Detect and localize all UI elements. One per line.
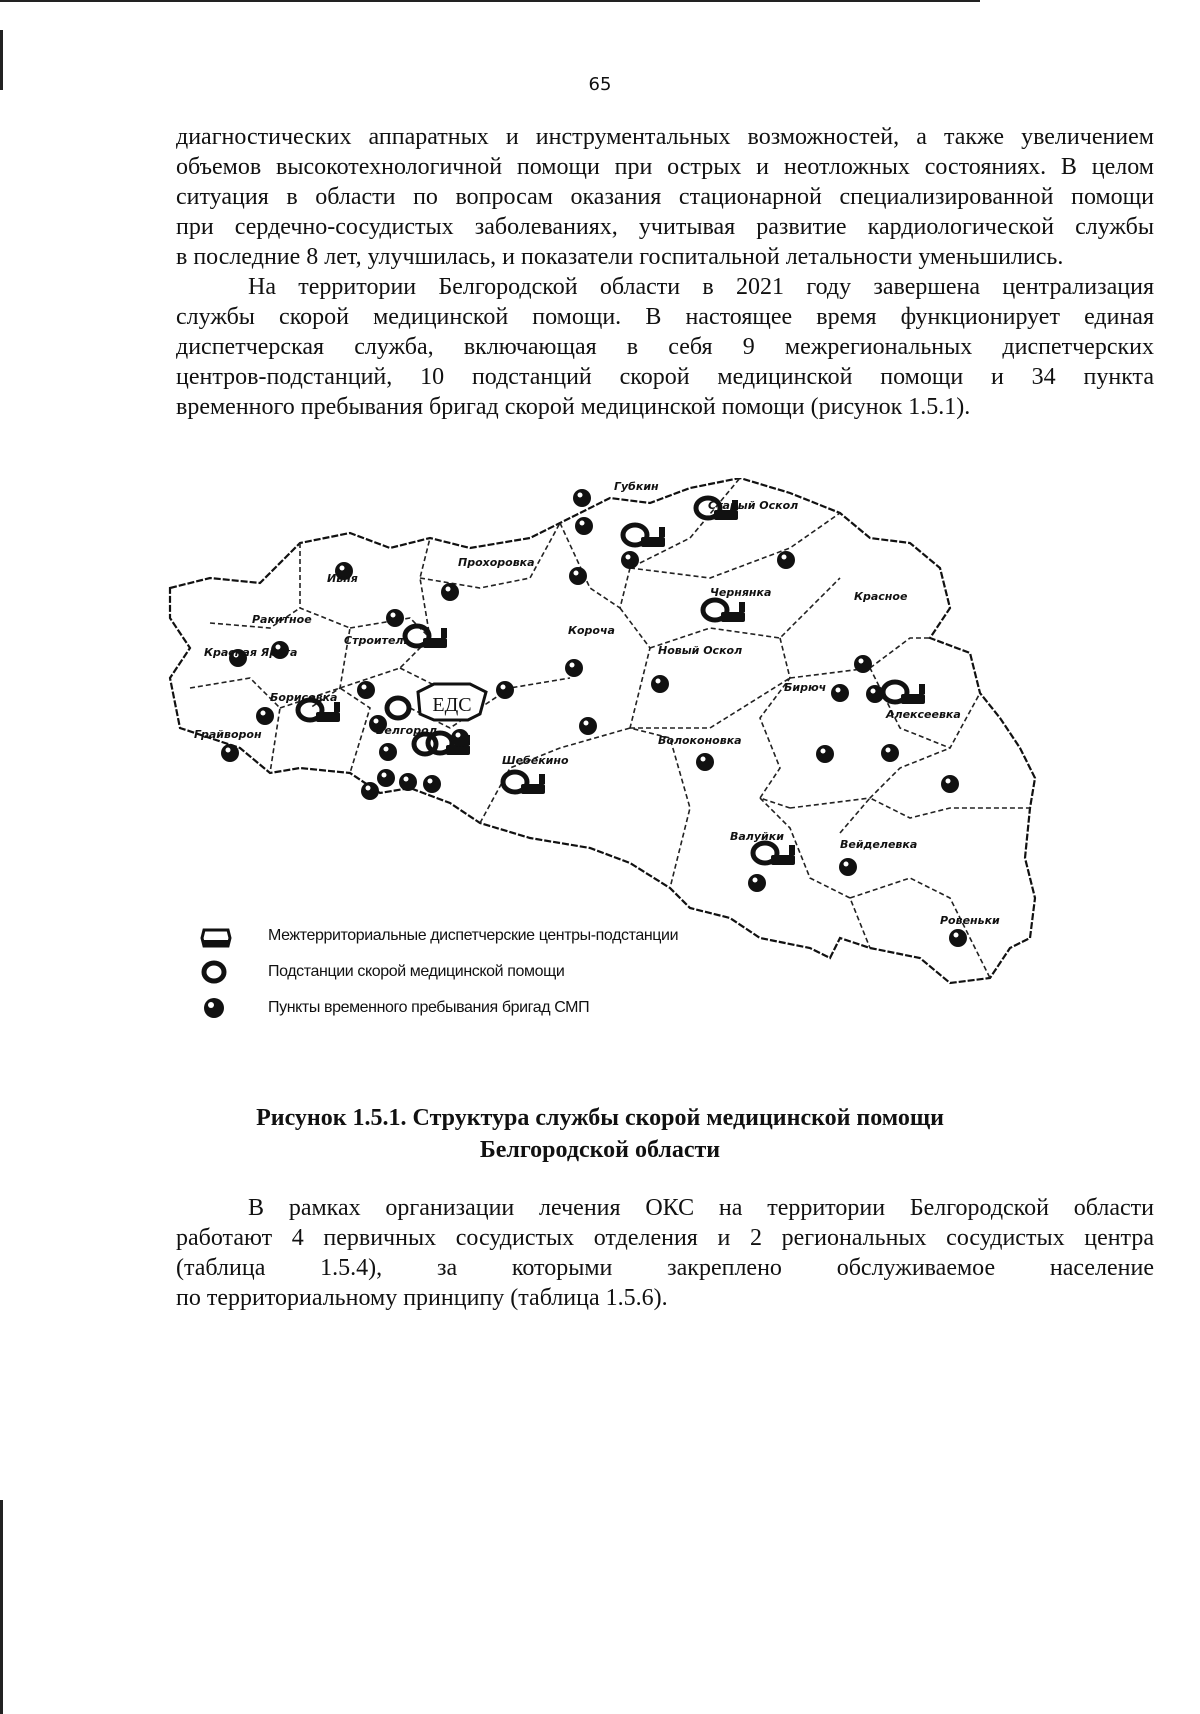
legend-symbols	[202, 930, 230, 1018]
text-line: центров-подстанций, 10 подстанций скорой медицинской помощи и 34 пункта	[176, 364, 1154, 390]
text-line: временного пребывания бригад скорой медицинской помощи (рисунок 1.5.1).	[176, 394, 971, 420]
text-line: при сердечно-сосудистых заболеваниях, учитывая развитие кардиологической службы	[176, 214, 1154, 240]
label-belgorod: Белгород	[376, 724, 438, 737]
paragraph-2	[176, 272, 1154, 422]
label-krasnoe: Красное	[854, 590, 908, 603]
label-veydelevka: Вейделевка	[840, 838, 918, 851]
substation-icon	[414, 734, 436, 754]
text-line: (таблица 1.5.4), за которыми закреплено обслуживаемое население	[176, 1255, 1154, 1281]
label-korocha: Короча	[568, 624, 615, 637]
label-alekseevka: Алексеевка	[886, 708, 961, 721]
label-grayvoron: Грайворон	[194, 728, 262, 741]
label-ivnya: Ивня	[327, 572, 358, 585]
label-novy-oskol: Новый Оскол	[658, 644, 743, 657]
label-rovenki: Ровеньки	[940, 914, 1000, 927]
label-stroitel: Строитель	[344, 634, 411, 647]
figure-caption	[0, 1102, 1200, 1166]
legend-dispatch-centers: Межтерриториальные диспетчерские центры-подстанции	[268, 927, 679, 944]
label-biryuch: Бирюч	[784, 681, 827, 694]
ambulance-service-map	[150, 478, 1150, 1078]
text-line: На территории Белгородской области в 2021 году завершена централизация	[248, 274, 1154, 300]
text-line: службы скорой медицинской помощи. В настоящее время функционирует единая	[176, 304, 1154, 330]
label-gubkin: Губкин	[614, 480, 659, 493]
label-volokonovka: Волоконовка	[658, 734, 742, 747]
label-valuyki: Валуйки	[730, 830, 784, 843]
text-line: диагностических аппаратных и инструментальных возможностей, а также увеличением	[176, 124, 1154, 150]
paragraph-3	[176, 1193, 1154, 1313]
text-line: объемов высокотехнологичной помощи при острых и неотложных состояниях. В целом	[176, 154, 1154, 180]
region-map-svg	[150, 478, 1150, 1078]
label-shebekino: Шебекино	[502, 754, 569, 767]
text-line: В рамках организации лечения ОКС на территории Белгородской области	[248, 1195, 1154, 1221]
dispatch-center-icon	[883, 682, 925, 704]
dispatch-center-icon	[703, 600, 745, 622]
text-line: диспетчерская служба, включающая в себя 9 межрегиональных диспетчерских	[176, 334, 1154, 360]
label-stary-oskol: Старый Оскол	[708, 499, 799, 512]
district-boundaries	[190, 478, 1030, 978]
label-rakitnoe: Ракитное	[252, 613, 312, 626]
substation-icon	[387, 698, 409, 718]
place-labels	[194, 480, 1000, 927]
dispatch-center-icon	[753, 843, 795, 865]
legend-substations: Подстанции скорой медицинской помощи	[268, 963, 565, 980]
label-prokhorovka: Прохоровка	[458, 556, 535, 569]
legend-temporary-points: Пункты временного пребывания бригад СМП	[268, 999, 590, 1016]
text-line: в последние 8 лет, улучшилась, и показатели госпитальной летальности уменьшились.	[176, 244, 1064, 270]
label-krasnaya-yaruga: Красная Яруга	[204, 646, 298, 659]
scan-edge-left-bottom	[0, 1500, 3, 1714]
caption-line-1: Рисунок 1.5.1. Структура службы скорой медицинской помощи	[256, 1105, 944, 1131]
label-borisovka: Борисовка	[270, 691, 338, 704]
label-chernyanka: Чернянка	[710, 586, 772, 599]
paragraph-1	[176, 122, 1154, 272]
temporary-point-legend-icon	[204, 998, 224, 1018]
substation-legend-icon	[204, 963, 224, 981]
dispatch-legend-icon	[202, 930, 230, 947]
dispatch-center-icon	[405, 626, 447, 648]
dispatch-center-icon	[623, 525, 665, 547]
text-line: работают 4 первичных сосудистых отделения и 2 региональных сосудистых центра	[176, 1225, 1154, 1251]
dispatch-center-icon	[503, 772, 545, 794]
page-number: 65	[588, 74, 612, 95]
text-line: ситуация в области по вопросам оказания стационарной специализированной помощи	[176, 184, 1154, 210]
caption-line-2: Белгородской области	[479, 1137, 721, 1163]
text-line: по территориальному принципу (таблица 1.5.6).	[176, 1285, 668, 1311]
scan-edge-top	[0, 0, 980, 2]
eds-label: ЕДС	[432, 694, 472, 716]
